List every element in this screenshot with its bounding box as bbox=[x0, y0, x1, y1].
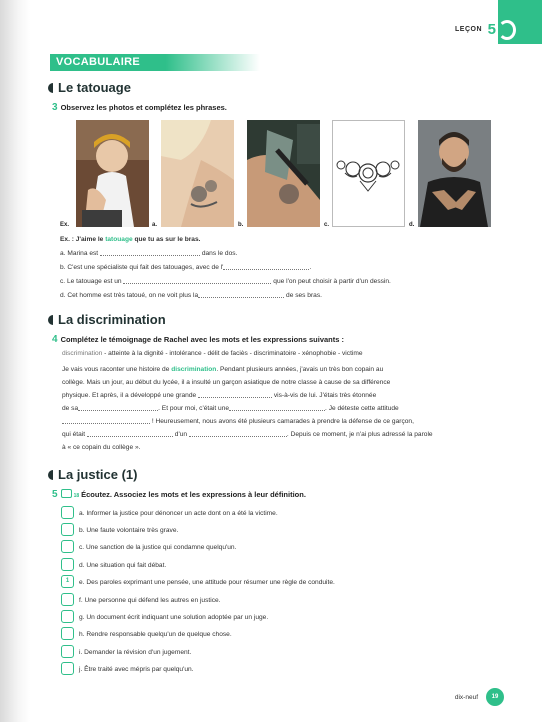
definition-f: f. Une personne qui défend les autres en justice. bbox=[79, 597, 221, 604]
answer-box-a[interactable] bbox=[61, 506, 74, 519]
example-sentence: Ex. : J'aime le tatouage que tu as sur le bras. bbox=[60, 236, 201, 243]
exercise-4-instruction: 4 Complétez le témoignage de Rachel avec les mots et les expressions suivants : bbox=[52, 334, 345, 345]
answer-box-b[interactable] bbox=[61, 523, 74, 536]
photo-label-c: c. bbox=[324, 222, 330, 228]
definition-a: a. Informer la justice pour dénoncer un acte dont on a été la victime. bbox=[79, 510, 278, 517]
definition-c: c. Une sanction de la justice qui condamne quelqu'un. bbox=[79, 544, 237, 551]
photo-label-ex: Ex. bbox=[60, 222, 70, 228]
answer-box-d[interactable] bbox=[61, 558, 74, 571]
testimony-line-7: à « ce copain du collège ». bbox=[62, 444, 141, 451]
blank-4-2[interactable] bbox=[78, 405, 158, 411]
page-number-text: dix-neuf bbox=[454, 694, 478, 701]
blank-4-1[interactable] bbox=[198, 392, 272, 398]
blank-4-4[interactable] bbox=[62, 418, 150, 424]
page-binding-shadow bbox=[0, 0, 30, 722]
testimony-line-4: de sa . Et pour moi, c'était une . Je déteste cette attitude bbox=[62, 405, 399, 412]
answer-box-j[interactable] bbox=[61, 662, 74, 675]
word-bank: discrimination - atteinte à la dignité - intolérance - délit de faciès - discriminatoire - xénophobie - victime bbox=[62, 350, 363, 357]
lesson-label: LEÇON bbox=[455, 26, 482, 33]
audio-icon[interactable] bbox=[61, 489, 72, 498]
testimony-line-3: physique. Et après, il a développé une grande vis-à-vis de lui. J'étais très étonnée bbox=[62, 392, 377, 399]
exercise-3-instruction: 3 Observez les photos et complétez les phrases. bbox=[52, 102, 227, 113]
section-title-discrimination: La discrimination bbox=[48, 312, 166, 327]
testimony-line-5: ! Heureusement, nous avons été plusieurs camarades à prendre la défense de ce garçon, bbox=[62, 418, 414, 425]
exercise-5-instruction: 5 18 Écoutez. Associez les mots et les expressions à leur définition. bbox=[52, 489, 306, 500]
lesson-number: 5 bbox=[487, 21, 496, 38]
photo-c bbox=[332, 120, 405, 227]
vocabulary-banner: VOCABULAIRE bbox=[50, 54, 260, 71]
answer-box-i[interactable] bbox=[61, 645, 74, 658]
sentence-c: c. Le tatouage est un que l'on peut choisir à partir d'un dessin. bbox=[60, 278, 391, 285]
half-circle-icon bbox=[48, 83, 53, 93]
definition-g: g. Un document écrit indiquant une solution adoptée par un juge. bbox=[79, 614, 269, 621]
answer-box-h[interactable] bbox=[61, 627, 74, 640]
definition-h: h. Rendre responsable quelqu'un de quelque chose. bbox=[79, 631, 232, 638]
blank-4-3[interactable] bbox=[229, 405, 325, 411]
answer-box-c[interactable] bbox=[61, 540, 74, 553]
answer-box-e[interactable]: 1 bbox=[61, 575, 74, 588]
answer-box-f[interactable] bbox=[61, 593, 74, 606]
section-title-tatouage: Le tatouage bbox=[48, 80, 131, 95]
definition-d: d. Une situation qui fait débat. bbox=[79, 562, 167, 569]
testimony-line-1: Je vais vous raconter une histoire de discrimination. Pendant plusieurs années, j'avais un très bon copain au bbox=[62, 366, 384, 373]
photo-b bbox=[247, 120, 320, 227]
blank-a[interactable] bbox=[100, 250, 200, 256]
blank-4-5[interactable] bbox=[87, 431, 173, 437]
photo-a bbox=[161, 120, 234, 227]
half-circle-icon bbox=[48, 315, 53, 325]
answer-box-g[interactable] bbox=[61, 610, 74, 623]
photo-label-a: a. bbox=[152, 222, 158, 228]
blank-d[interactable] bbox=[198, 292, 284, 298]
blank-b[interactable] bbox=[223, 264, 309, 270]
testimony-line-2: collège. Mais un jour, au début du lycée, il a insulté un garçon asiatique de notre classe à cause de sa différence bbox=[62, 379, 391, 386]
definition-b: b. Une faute volontaire très grave. bbox=[79, 527, 179, 534]
definition-e: e. Des paroles exprimant une pensée, une attitude pour résumer une règle de conduite. bbox=[79, 579, 335, 586]
half-circle-icon bbox=[48, 470, 53, 480]
blank-c[interactable] bbox=[123, 278, 271, 284]
section-title-justice: La justice (1) bbox=[48, 467, 137, 482]
definition-i: i. Demander la révision d'un jugement. bbox=[79, 649, 192, 656]
sentence-a: a. Marina est dans le dos. bbox=[60, 250, 238, 257]
photo-label-b: b. bbox=[238, 222, 244, 228]
photo-label-d: d. bbox=[409, 222, 415, 228]
page-number-badge: 19 bbox=[486, 688, 504, 706]
sentence-b: b. C'est une spécialiste qui fait des tatouages, avec de l' . bbox=[60, 264, 312, 271]
photo-example bbox=[76, 120, 149, 227]
testimony-line-6: qui était d'un . Depuis ce moment, je n'ai plus adressé la parole bbox=[62, 431, 433, 438]
track-number: 18 bbox=[73, 493, 80, 499]
photo-d bbox=[418, 120, 491, 227]
definition-j: j. Être traité avec mépris par quelqu'un. bbox=[79, 666, 194, 673]
sentence-d: d. Cet homme est très tatoué, on ne voit plus la de ses bras. bbox=[60, 292, 322, 299]
blank-4-6[interactable] bbox=[189, 431, 287, 437]
lesson-arc-icon bbox=[498, 20, 516, 40]
